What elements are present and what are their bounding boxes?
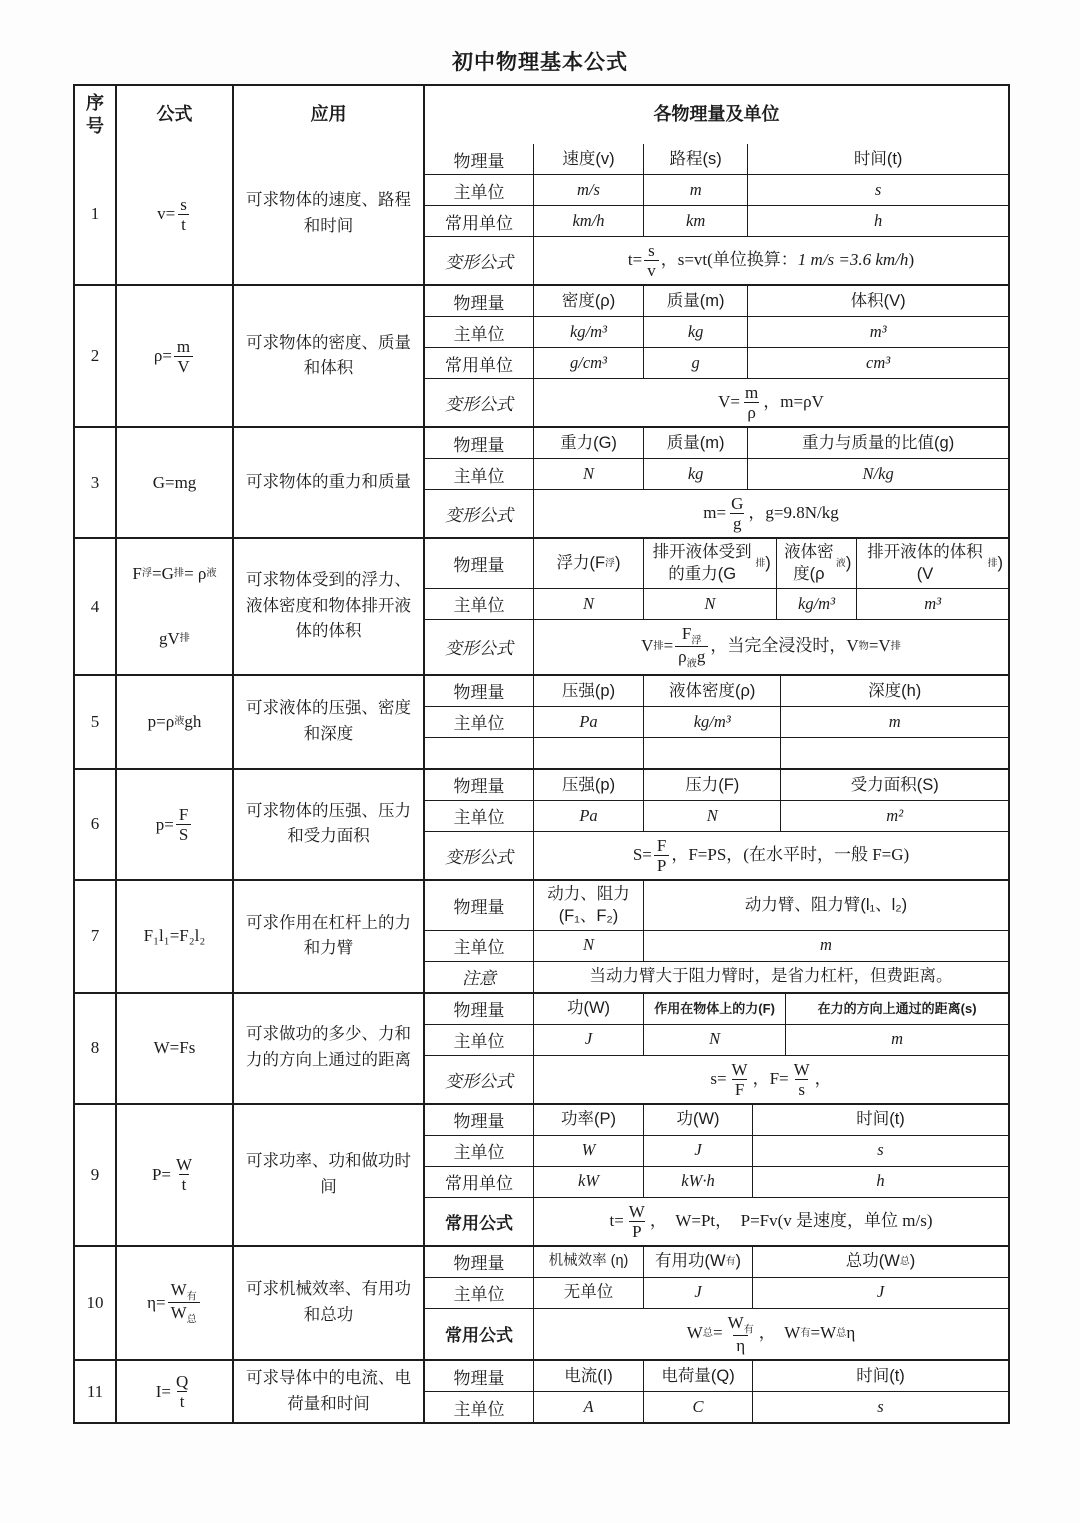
row-quantities [423, 1105, 1008, 1245]
subrow-cell: 重力(G) [560, 433, 617, 452]
subrow-cell: 时间(t) [747, 144, 1008, 174]
subrow [425, 1308, 1008, 1360]
subrow [425, 1361, 1008, 1391]
row-no: 3 [90, 472, 100, 492]
subrow-content [533, 801, 1008, 831]
subrow-label: 常用公式 [445, 1213, 513, 1233]
subrow-content [533, 1392, 1008, 1422]
subrow-cell: 动力臂、阻力臂(l₁、l₂) [643, 881, 1008, 930]
row-formula: I= $\frac{Q}{t}$ [115, 1361, 232, 1422]
subrow-cell: 深度(h) [780, 676, 1008, 706]
subrow [425, 1277, 1008, 1308]
subrow-content [533, 931, 1008, 961]
subrow-content [533, 237, 1008, 284]
subrow-cell: m² [780, 801, 1008, 831]
subrow-cell: 压强(p) [561, 681, 616, 700]
subrow-cell: km/h [572, 210, 605, 230]
subrow-cell: h [752, 1167, 1008, 1197]
subrow [425, 378, 1008, 426]
row-application: 可求作用在杠杆上的力和力臂 [232, 881, 423, 992]
subrow-cell: N [643, 1025, 785, 1055]
row-formula: F₁l₁=F₂l₂ [115, 881, 232, 992]
row-formula: ρ= $\frac{m}{V}$ [115, 286, 232, 426]
subrow-cell: N [643, 801, 780, 831]
subrow-cell: J [752, 1278, 1008, 1308]
subrow-cell: 无单位 [563, 1283, 614, 1302]
subrow-label: 物理量 [453, 683, 505, 703]
subrow-cell: 当动力臂大于阻力臂时，是省力杠杆，但费距离。 [589, 967, 953, 986]
subrow-cell: t= $\frac{s}{v}$ ，s=vt(单位换算： 1 m/s =3.6 km/h ) [627, 241, 915, 281]
subrow-cell: kg/m³ [643, 707, 780, 737]
subrow-cell: 液体密度(ρ) [643, 676, 780, 706]
row-application: 可求功率、功和做功时间 [232, 1105, 423, 1245]
subrow-content [533, 962, 1008, 992]
subrow-content [533, 206, 1008, 236]
subrow [425, 930, 1008, 961]
subrow-label: 物理量 [453, 151, 505, 171]
subrow-label: 常用公式 [445, 1326, 513, 1346]
subrow-content [533, 1361, 1008, 1391]
header-formula: 公式 [115, 86, 232, 144]
subrow-cell: 速度(v) [562, 149, 615, 168]
subrow-cell: W [581, 1140, 596, 1160]
subrow-cell: 机械效率 (η) [548, 1252, 629, 1269]
subrow-cell: N [583, 463, 595, 483]
subrow [425, 286, 1008, 316]
subrow-content [533, 1247, 1008, 1277]
subrow-content [533, 1136, 1008, 1166]
row-formula: v= $\frac{s}{t}$ [115, 144, 232, 284]
subrow-cell: 重力与质量的比值(g) [747, 428, 1008, 458]
subrow-label: 物理量 [453, 777, 505, 797]
table-row [75, 1245, 1008, 1360]
subrow-cell: 功(W) [566, 999, 611, 1018]
subrow-cell: 在力的方向上通过的距离(s) [785, 994, 1008, 1024]
subrow-cell: kW·h [643, 1167, 752, 1197]
table-row [75, 1359, 1008, 1422]
subrow-content [533, 317, 1008, 347]
subrow-cell: 浮力(F 浮 ) [556, 554, 621, 573]
subrow [425, 1135, 1008, 1166]
subrow-content [533, 676, 1008, 706]
row-no: 11 [86, 1381, 104, 1401]
subrow-cell: 功率(P) [561, 1110, 616, 1129]
subrow-content [533, 379, 1008, 426]
row-no: 2 [90, 346, 100, 366]
subrow-label: 物理量 [453, 897, 505, 917]
subrow-cell: 质量(m) [643, 286, 747, 316]
subrow [425, 1105, 1008, 1135]
table-row [75, 674, 1008, 768]
subrow-content [533, 589, 1008, 619]
row-application: 可求做功的多少、力和力的方向上通过的距离 [232, 994, 423, 1103]
subrow-cell: 密度(ρ) [561, 291, 616, 310]
subrow-cell: C [643, 1392, 752, 1422]
subrow-cell: t= $\frac{W}{P}$ ， W=Pt， P=Fv(v 是速度，单位 m/s) [609, 1201, 933, 1241]
subrow-content [533, 994, 1008, 1024]
subrow-cell: 受力面积(S) [780, 770, 1008, 800]
row-quantities [423, 676, 1008, 768]
row-no: 7 [90, 926, 100, 946]
row-formula: G=mg [115, 428, 232, 537]
subrow-content [533, 1278, 1008, 1308]
subrow [425, 994, 1008, 1024]
subrow-content [533, 348, 1008, 378]
subrow-cell: 体积(V) [747, 286, 1008, 316]
subrow-label: 常用单位 [445, 355, 513, 375]
subrow-cell: s [752, 1392, 1008, 1422]
subrow [425, 539, 1008, 588]
subrow-cell: 电荷量(Q) [643, 1361, 752, 1391]
subrow-cell: S= $\frac{F}{P}$ ，F=PS，(在水平时，一般 F=G) [632, 835, 910, 875]
subrow-cell: N/kg [747, 459, 1008, 489]
subrow [425, 174, 1008, 205]
subrow-content [533, 620, 1008, 674]
row-formula: W=Fs [115, 994, 232, 1103]
row-quantities [423, 1247, 1008, 1360]
subrow-content [533, 459, 1008, 489]
subrow [425, 316, 1008, 347]
row-application: 可求物体受到的浮力、液体密度和物体排开液体的体积 [232, 539, 423, 674]
subrow-cell [643, 738, 780, 768]
subrow-cell: 动力、阻力(F₁、F₂) [547, 884, 630, 926]
subrow-cell: km [643, 206, 747, 236]
subrow [425, 706, 1008, 737]
subrow-content [533, 175, 1008, 205]
subrow-cell: m³ [856, 589, 1008, 619]
subrow-content [533, 1167, 1008, 1197]
subrow-label: 常用单位 [445, 213, 513, 233]
row-quantities [423, 1361, 1008, 1422]
row-quantities [423, 144, 1008, 284]
subrow-label: 物理量 [453, 1254, 505, 1274]
table-row [75, 1103, 1008, 1245]
subrow-cell: J [584, 1029, 593, 1049]
subrow-label: 变形公式 [445, 1071, 513, 1091]
subrow-cell: 功(W) [643, 1105, 752, 1135]
subrow-content [533, 286, 1008, 316]
subrow-cell: kW [577, 1171, 600, 1191]
subrow-label: 主单位 [453, 1143, 505, 1163]
row-no: 8 [90, 1038, 100, 1058]
subrow-label: 物理量 [453, 1112, 505, 1132]
row-application: 可求物体的重力和质量 [232, 428, 423, 537]
subrow-label: 变形公式 [445, 847, 513, 867]
subrow-label: 主单位 [453, 938, 505, 957]
subrow-cell: 排开液体受到的重力(G 排 ) [643, 539, 776, 588]
subrow [425, 831, 1008, 879]
subrow-cell: 液体密度(ρ 液 ) [776, 539, 857, 588]
subrow-content [533, 1309, 1008, 1360]
subrow-content [533, 707, 1008, 737]
row-formula: p= $\frac{F}{S}$ [115, 770, 232, 879]
subrow [425, 770, 1008, 800]
formula-table [73, 84, 1010, 1424]
table-row [75, 768, 1008, 879]
subrow [425, 144, 1008, 174]
subrow-label: 变形公式 [445, 639, 513, 659]
subrow-label: 物理量 [453, 435, 505, 455]
subrow-label: 主单位 [453, 466, 505, 486]
subrow-cell: N [583, 593, 595, 613]
subrow-content [533, 770, 1008, 800]
subrow [425, 676, 1008, 706]
subrow-cell: 压强(p) [561, 775, 616, 794]
table-row [75, 426, 1008, 537]
row-formula: F 浮 =G 排 = ρ 液 gV 排 [115, 539, 232, 674]
subrow-label [425, 738, 533, 768]
subrow [425, 1055, 1008, 1103]
subrow-label: 主单位 [453, 1399, 505, 1419]
subrow-cell [780, 738, 1008, 768]
subrow-cell: s [747, 175, 1008, 205]
subrow-cell: 总功(W 总 ) [752, 1247, 1008, 1277]
subrow-cell: kg/m³ [569, 321, 608, 341]
subrow-cell: V 排 = $\frac{F_浮}{\rho_液g}$ ，当完全浸没时，V 物 =V 排 [641, 623, 901, 670]
subrow-cell: h [747, 206, 1008, 236]
subrow-label: 主单位 [453, 596, 505, 616]
subrow-cell: m= $\frac{G}{g}$ ，g=9.8N/kg [703, 494, 839, 534]
subrow-cell: 排开液体的体积 (V 排 ) [856, 539, 1008, 588]
subrow [425, 1197, 1008, 1245]
row-application: 可求导体中的电流、电荷量和时间 [232, 1361, 423, 1422]
subrow-cell: m [643, 931, 1008, 961]
subrow [425, 428, 1008, 458]
subrow [425, 1247, 1008, 1277]
row-no: 1 [90, 204, 100, 224]
subrow-label: 常用单位 [445, 1174, 513, 1194]
subrow-content [533, 738, 1008, 768]
subrow-label: 主单位 [453, 808, 505, 828]
subrow [425, 588, 1008, 619]
subrow-cell: s= $\frac{W}{F}$ ，F= $\frac{W}{s}$ ， [710, 1059, 832, 1099]
subrow-label: 物理量 [453, 1001, 505, 1020]
subrow-cell: g [643, 348, 747, 378]
subrow [425, 961, 1008, 992]
subrow-cell: 压力(F) [643, 770, 780, 800]
subrow [425, 1166, 1008, 1197]
subrow [425, 347, 1008, 378]
subrow-label: 主单位 [453, 714, 505, 734]
subrow-content [533, 1105, 1008, 1135]
row-application: 可求机械效率、有用功和总功 [232, 1247, 423, 1360]
row-no: 10 [86, 1292, 104, 1312]
table-header [75, 86, 1008, 144]
subrow-cell: 质量(m) [643, 428, 747, 458]
subrow-cell: 时间(t) [752, 1361, 1008, 1391]
subrow-cell: kg [643, 459, 747, 489]
subrow-label: 注意 [462, 969, 496, 988]
subrow-content [533, 1198, 1008, 1245]
subrow-cell: 电流(I) [564, 1367, 613, 1386]
row-quantities [423, 539, 1008, 674]
subrow-cell: W 总 = $\frac{W_有}{\eta}$ ， W 有 =W 总 η [686, 1312, 856, 1356]
row-formula: P= $\frac{W}{t}$ [115, 1105, 232, 1245]
table-row [75, 144, 1008, 284]
subrow-cell: kg [643, 317, 747, 347]
row-quantities [423, 286, 1008, 426]
row-formula: η= $\frac{W_有}{W_总}$ [115, 1247, 232, 1360]
row-application: 可求物体的密度、质量和体积 [232, 286, 423, 426]
subrow-content [533, 1056, 1008, 1103]
subrow [425, 489, 1008, 537]
row-formula: p=ρ 液 gh [115, 676, 232, 768]
table-row [75, 992, 1008, 1103]
subrow [425, 458, 1008, 489]
subrow-cell: J [643, 1136, 752, 1166]
subrow-cell: s [752, 1136, 1008, 1166]
row-application: 可求物体的压强、压力和受力面积 [232, 770, 423, 879]
subrow-cell: 路程(s) [643, 144, 747, 174]
row-no: 6 [90, 814, 100, 834]
subrow-content [533, 144, 1008, 174]
subrow [425, 205, 1008, 236]
subrow-content [533, 539, 1008, 588]
row-application: 可求液体的压强、密度和深度 [232, 676, 423, 768]
subrow [425, 800, 1008, 831]
table-row [75, 537, 1008, 674]
subrow-label: 物理量 [453, 1368, 505, 1388]
subrow-content [533, 1025, 1008, 1055]
row-application: 可求物体的速度、路程和时间 [232, 144, 423, 284]
subrow-label: 主单位 [453, 1032, 505, 1051]
subrow-label: 主单位 [453, 324, 505, 344]
row-no: 5 [90, 711, 100, 731]
subrow-content [533, 490, 1008, 537]
subrow-cell: m³ [747, 317, 1008, 347]
row-quantities [423, 770, 1008, 879]
subrow-cell: m [643, 175, 747, 205]
subrow [425, 1391, 1008, 1422]
row-quantities [423, 881, 1008, 992]
subrow-cell: 作用在物体上的力(F) [643, 994, 785, 1024]
subrow-label: 主单位 [453, 1285, 505, 1305]
subrow-content [533, 832, 1008, 879]
row-no: 9 [90, 1164, 100, 1184]
subrow-cell: cm³ [747, 348, 1008, 378]
subrow-cell: m/s [577, 179, 600, 199]
subrow-label: 变形公式 [445, 253, 513, 273]
subrow-cell: 有用功(W 有 ) [643, 1247, 752, 1277]
subrow-cell: J [643, 1278, 752, 1308]
row-no: 4 [90, 596, 100, 616]
subrow-cell: N [643, 589, 776, 619]
subrow-label: 主单位 [453, 182, 505, 202]
subrow-content [533, 881, 1008, 930]
table-row [75, 284, 1008, 426]
subrow-label: 物理量 [453, 293, 505, 313]
subrow [425, 1024, 1008, 1055]
table-row [75, 879, 1008, 992]
subrow [425, 236, 1008, 284]
subrow-cell: kg/m³ [776, 589, 857, 619]
subrow-cell: 时间(t) [752, 1105, 1008, 1135]
subrow-label: 变形公式 [445, 395, 513, 415]
subrow [425, 881, 1008, 930]
subrow-cell: m [780, 707, 1008, 737]
subrow-cell: A [583, 1397, 594, 1417]
header-quantities: 各物理量及单位 [423, 86, 1008, 144]
page-title: 初中物理基本公式 [452, 51, 628, 74]
subrow-cell: Pa [579, 711, 598, 731]
subrow-cell: g/cm³ [569, 352, 608, 372]
subrow [425, 619, 1008, 674]
subrow-label: 变形公式 [445, 506, 513, 526]
subrow-cell: N [583, 935, 595, 955]
subrow [425, 737, 1008, 768]
subrow-content [533, 428, 1008, 458]
header-application: 应用 [232, 86, 423, 144]
subrow-cell: V= $\frac{m}{\rho}$ ，m=ρV [718, 383, 824, 423]
subrow-cell: Pa [579, 805, 598, 825]
table-body [75, 144, 1008, 1422]
row-quantities [423, 428, 1008, 537]
row-quantities [423, 994, 1008, 1103]
subrow-cell: m [785, 1025, 1008, 1055]
subrow-label: 物理量 [453, 555, 505, 575]
subrow-cell [534, 738, 643, 768]
header-no: 序号 [86, 92, 104, 136]
